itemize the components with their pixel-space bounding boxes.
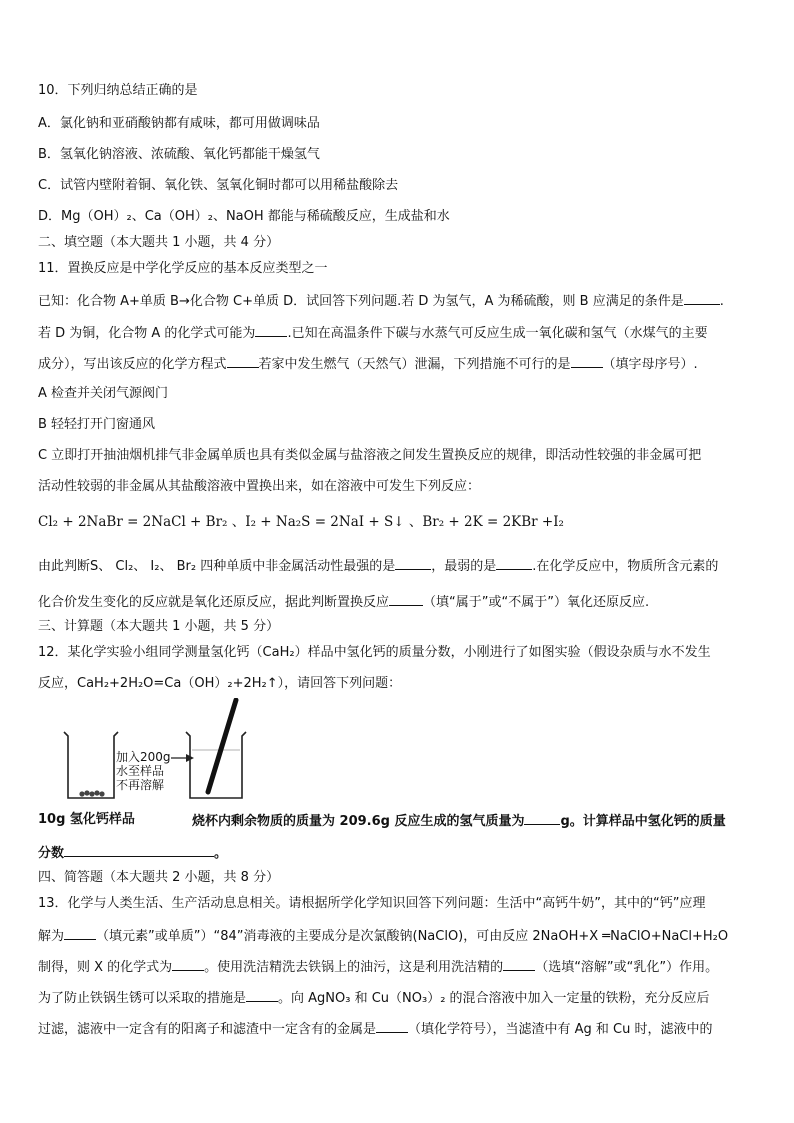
q11-line-4-end: .在化学反应中，物质所含元素的 bbox=[532, 559, 719, 574]
q13-line-3 bbox=[38, 957, 718, 977]
answer-blank bbox=[496, 556, 532, 570]
answer-blank bbox=[255, 323, 287, 337]
q12-line-4-end: 。 bbox=[214, 846, 228, 861]
figure-label-1: 加入200g bbox=[116, 750, 171, 764]
q12-line-1: 12．某化学实验小组同学测量氢化钙（CaH₂）样品中氢化钙的质量分数，小刚进行了如图实验（假设杂质与水不发生 bbox=[38, 645, 711, 660]
q11-line-4-mid: ，最弱的是 bbox=[431, 559, 497, 574]
q13-line-3-end: （选填“溶解”或“乳化”）作用。 bbox=[535, 960, 719, 975]
q11-line-1-text: 已知：化合物 A+单质 B→化合物 C+单质 D．试回答下列问题.若 D 为氢气，A 为稀硫酸，则 B 应满足的条件是 bbox=[38, 294, 684, 309]
beaker-left bbox=[64, 732, 118, 798]
q13-line-5-end: （填化学符号），当滤渣中有 Ag 和 Cu 时，滤液中的 bbox=[408, 1022, 713, 1037]
answer-blank bbox=[64, 926, 96, 940]
figure-label-2: 水至样品 bbox=[116, 764, 165, 778]
q11-line-5 bbox=[38, 592, 649, 612]
answer-blank bbox=[503, 957, 535, 971]
q12-line-2: 反应，CaH₂+2H₂O=Ca（OH）₂+2H₂↑），请回答下列问题： bbox=[38, 676, 402, 691]
q13-line-3-text: 制得，则 X 的化学式为 bbox=[38, 960, 173, 975]
figure-label bbox=[116, 750, 171, 792]
q12-caption-right bbox=[192, 811, 726, 831]
q13-line-2 bbox=[38, 926, 728, 946]
q11-line-3-text: 成分），写出该反应的化学方程式 bbox=[38, 357, 227, 372]
answer-blank bbox=[227, 354, 259, 368]
answer-blank bbox=[524, 811, 560, 825]
sample-granules bbox=[79, 790, 104, 796]
answer-blank bbox=[571, 354, 603, 368]
experiment-figure bbox=[58, 698, 258, 802]
q11-option-a: A 检查并关闭气源阀门 bbox=[38, 386, 169, 401]
q11-line-5-end: （填“属于”或“不属于”）氧化还原反应. bbox=[423, 595, 650, 610]
q13-line-5 bbox=[38, 1019, 713, 1039]
q10-option-c: C．试管内壁附着铜、氧化铁、氢氧化铜时都可以用稀盐酸除去 bbox=[38, 178, 399, 193]
q13-line-3-mid: 。使用洗洁精洗去铁锅上的油污，这是利用洗洁精的 bbox=[204, 960, 504, 975]
q11-line-5-text: 化合价发生变化的反应就是氧化还原反应，据此判断置换反应 bbox=[38, 595, 390, 610]
q12-caption-right-end: g。计算样品中氢化钙的质量 bbox=[560, 814, 726, 829]
q11-option-c-line-1: C 立即打开抽油烟机排气非金属单质也具有类似金属与盐溶液之间发生置换反应的规律，即活动性较强的非金属可把 bbox=[38, 448, 702, 463]
q13-line-2-text: 解为 bbox=[38, 929, 65, 944]
q13-line-4-text: 为了防止铁锅生锈可以采取的措施是 bbox=[38, 991, 247, 1006]
q11-equations: Cl₂ + 2NaBr = 2NaCl + Br₂ 、I₂ + Na₂S = 2NaI + S↓ 、Br₂ + 2K = 2KBr +I₂ bbox=[38, 514, 564, 530]
answer-blank bbox=[246, 988, 278, 1002]
answer-blank bbox=[389, 592, 423, 606]
q12-line-4 bbox=[38, 843, 227, 863]
q12-caption-right-text: 烧杯内剩余物质的质量为 209.6g 反应生成的氢气质量为 bbox=[192, 814, 525, 829]
section-2-heading: 二、填空题（本大题共 1 小题，共 4 分） bbox=[38, 235, 280, 250]
q13-line-4-end: 。向 AgNO₃ 和 Cu（NO₃）₂ 的混合溶液中加入一定量的铁粉，充分反应后 bbox=[278, 991, 710, 1006]
q11-line-1-end: . bbox=[719, 294, 724, 309]
q11-line-1 bbox=[38, 291, 724, 311]
q11-option-c-line-2: 活动性较弱的非金属从其盐酸溶液中置换出来，如在溶液中可发生下列反应： bbox=[38, 479, 481, 494]
q11-option-b: B 轻轻打开门窗通风 bbox=[38, 417, 156, 432]
section-3-heading: 三、计算题（本大题共 1 小题，共 5 分） bbox=[38, 619, 280, 634]
figure-label-3: 不再溶解 bbox=[116, 778, 165, 792]
glass-rod bbox=[208, 700, 236, 792]
q12-caption-left: 10g 氢化钙样品 bbox=[38, 812, 135, 827]
q10-option-b: B．氢氧化钠溶液、浓硫酸、氧化钙都能干燥氢气 bbox=[38, 147, 320, 162]
q11-line-2 bbox=[38, 323, 708, 343]
q11-line-2-end: .已知在高温条件下碳与水蒸气可反应生成一氧化碳和氢气（水煤气的主要 bbox=[287, 326, 708, 341]
q11-line-4 bbox=[38, 556, 718, 576]
q10-option-a: A．氯化钠和亚硝酸钠都有咸味，都可用做调味品 bbox=[38, 116, 320, 131]
q10-option-d: D．Mg（OH）₂、Ca（OH）₂、NaOH 都能与稀硫酸反应，生成盐和水 bbox=[38, 209, 450, 224]
q11-stem: 11．置换反应是中学化学反应的基本反应类型之一 bbox=[38, 261, 328, 276]
q13-line-1: 13．化学与人类生活、生产活动息息相关。请根据所学化学知识回答下列问题：生活中“高钙牛奶”，其中的“钙”应理 bbox=[38, 896, 706, 911]
answer-blank bbox=[684, 291, 720, 305]
q11-line-2-text: 若 D 为铜，化合物 A 的化学式可能为 bbox=[38, 326, 256, 341]
q11-line-3-end: （填字母序号）. bbox=[602, 357, 698, 372]
section-4-heading: 四、简答题（本大题共 2 小题，共 8 分） bbox=[38, 870, 280, 885]
q13-line-4 bbox=[38, 988, 710, 1008]
answer-blank bbox=[376, 1019, 408, 1033]
q13-line-2-end: （填元素”或单质”）“84”消毒液的主要成分是次氯酸钠(NaClO)，可由反应 2NaOH+X ═NaClO+NaCl+H₂O bbox=[96, 929, 729, 944]
q11-line-3-mid: 若家中发生燃气（天然气）泄漏，下列措施不可行的是 bbox=[258, 357, 571, 372]
answer-blank bbox=[172, 957, 204, 971]
answer-blank bbox=[395, 556, 431, 570]
q10-stem: 10．下列归纳总结正确的是 bbox=[38, 83, 198, 98]
q13-line-5-text: 过滤，滤液中一定含有的阳离子和滤渣中一定含有的金属是 bbox=[38, 1022, 377, 1037]
answer-blank bbox=[64, 843, 214, 857]
q12-line-4-text: 分数 bbox=[38, 846, 65, 861]
q11-line-3 bbox=[38, 354, 698, 374]
q11-line-4-text: 由此判断S、 Cl₂、 I₂、 Br₂ 四种单质中非金属活动性最强的是 bbox=[38, 559, 396, 574]
